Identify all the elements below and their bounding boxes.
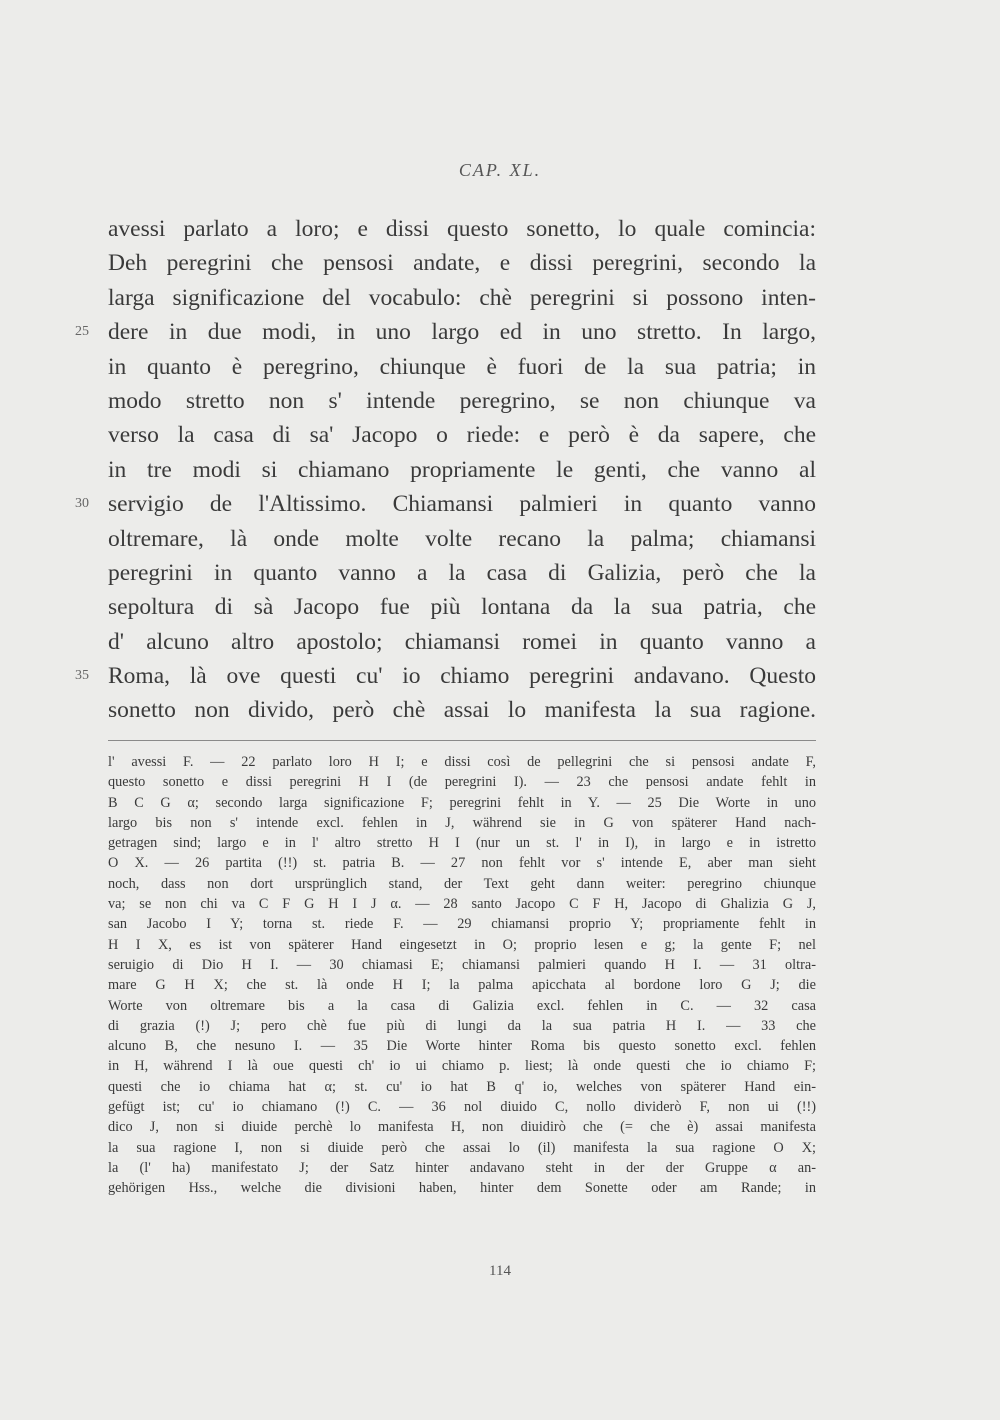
- text-line: [108, 522, 816, 556]
- footnote-line: mare G H X; che st. là onde H I; la palma apicchata al bordone loro G J; die: [108, 977, 816, 994]
- line-number: 25: [75, 324, 89, 340]
- text-line: [108, 246, 816, 280]
- footnote-line: gehörigen Hss., welche die divisioni haben, hinter dem Sonette oder am Rande; in: [108, 1180, 816, 1197]
- line-text: sonetto non divido, però chè assai lo manifesta la sua ragione.: [108, 697, 816, 724]
- footnote-line: in H, während I là oue questi ch' io ui chiamo p. liest; là onde questi che io chiamo F;: [108, 1058, 816, 1075]
- text-line: [75, 659, 816, 693]
- text-line: [108, 212, 816, 246]
- footnote-line: questi che io chiama hat α; st. cu' io hat B q' io, welches von späterer Hand ein-: [108, 1078, 816, 1095]
- footnote-line: la sua ragione I, non si diuide però che assai lo (il) manifesta la sua ragione O X;: [108, 1139, 816, 1156]
- text-line: [108, 556, 816, 590]
- footnote-line: alcuno B, che nesuno I. — 35 Die Worte hinter Roma bis questo sonetto excl. fehlen: [108, 1038, 816, 1055]
- footnotes: [108, 752, 816, 1199]
- footnote-line: dico J, non si diuide perchè lo manifesta H, non diuidirò che (= che è) assai manifesta: [108, 1119, 816, 1136]
- line-text: oltremare, là onde molte volte recano la palma; chiamansi: [108, 525, 816, 552]
- line-text: verso la casa di sa' Jacopo o riede: e però è da sapere, che: [108, 422, 816, 449]
- footnote-line: H I X, es ist von späterer Hand eingesetzt in O; proprio lesen e g; la gente F; nel: [108, 936, 816, 953]
- footnote-line: la (l' ha) manifestato J; der Satz hinter andavano steht in der der Gruppe α an-: [108, 1159, 816, 1176]
- line-text: servigio de l'Altissimo. Chiamansi palmieri in quanto vanno: [108, 491, 816, 518]
- line-text: sepoltura di sà Jacopo fue più lontana da la sua patria, che: [108, 594, 816, 621]
- text-line: [75, 487, 816, 521]
- footnote-line: largo bis non s' intende excl. fehlen in J, während sie in G von späterer Hand nach-: [108, 814, 816, 831]
- footnote-line: O X. — 26 partita (!!) st. patria B. — 27 non fehlt vor s' intende E, aber man sieht: [108, 855, 816, 872]
- page-number: 114: [489, 1263, 511, 1279]
- text-line: [75, 315, 816, 349]
- footnote-line: di grazia (!) J; pero chè fue più di lungi da la sua patria H I. — 33 che: [108, 1017, 816, 1034]
- line-text: peregrini in quanto vanno a la casa di Galizia, però che la: [108, 559, 816, 586]
- footnote-line: questo sonetto e dissi peregrini H I (de peregrini I). — 23 che pensosi andate fehlt in: [108, 774, 816, 791]
- line-text: avessi parlato a loro; e dissi questo sonetto, lo quale comincia:: [108, 216, 816, 242]
- text-line: [108, 350, 816, 384]
- line-text: in tre modi si chiamano propriamente le genti, che vanno al: [108, 456, 816, 483]
- text-line: [108, 693, 816, 727]
- line-text: Roma, là ove questi cu' io chiamo peregrini andavano. Questo: [108, 663, 816, 690]
- footnote-line: san Jacobo I Y; torna st. riede F. — 29 chiamansi proprio Y; propriamente fehlt in: [108, 916, 816, 933]
- line-text: in quanto è peregrino, chiunque è fuori de la sua patria; in: [108, 353, 816, 380]
- footnote-line: gefügt ist; cu' io chiamano (!) C. — 36 nol diuido C, nollo dividerò F, non ui (!!): [108, 1099, 816, 1116]
- footnote-line: noch, dass non dort ursprünglich stand, der Text geht dann weiter: peregrino chiunque: [108, 875, 816, 892]
- text-line: [108, 453, 816, 487]
- footnote-line: seruigio di Dio H I. — 30 chiamasi E; chiamansi palmieri quando H I. — 31 oltra-: [108, 956, 816, 973]
- text-line: [108, 625, 816, 659]
- line-text: d' alcuno altro apostolo; chiamansi romei in quanto vanno a: [108, 628, 816, 655]
- line-text: modo stretto non s' intende peregrino, se non chiunque va: [108, 387, 816, 414]
- text-line: [108, 418, 816, 452]
- footnote-line: B C G α; secondo larga significazione F; peregrini fehlt in Y. — 25 Die Worte in uno: [108, 794, 816, 811]
- text-line: [108, 281, 816, 315]
- text-line: [108, 590, 816, 624]
- footnote-divider: [108, 740, 816, 741]
- footnote-line: l' avessi F. — 22 parlato loro H I; e dissi così de pellegrini che si pensosi andate F,: [108, 754, 816, 770]
- running-header: CAP. XL.: [458, 160, 542, 180]
- footnote-line: Worte von oltremare bis a la casa di Galizia excl. fehlen in C. — 32 casa: [108, 997, 816, 1014]
- main-text: [75, 212, 816, 728]
- footnote-line: va; se non chi va C F G H I J α. — 28 santo Jacopo C F H, Jacopo di Ghalizia G J,: [108, 896, 816, 913]
- line-number: 35: [75, 668, 89, 684]
- line-text: Deh peregrini che pensosi andate, e dissi peregrini, secondo la: [108, 250, 816, 277]
- text-line: [108, 384, 816, 418]
- line-text: dere in due modi, in uno largo ed in uno stretto. In largo,: [108, 319, 816, 346]
- line-text: larga significazione del vocabulo: chè peregrini si possono inten-: [108, 284, 816, 311]
- footnote-line: getragen sind; largo e in l' altro stretto H I (nur un st. l' in I), in largo e in istretto: [108, 835, 816, 852]
- line-number: 30: [75, 496, 89, 512]
